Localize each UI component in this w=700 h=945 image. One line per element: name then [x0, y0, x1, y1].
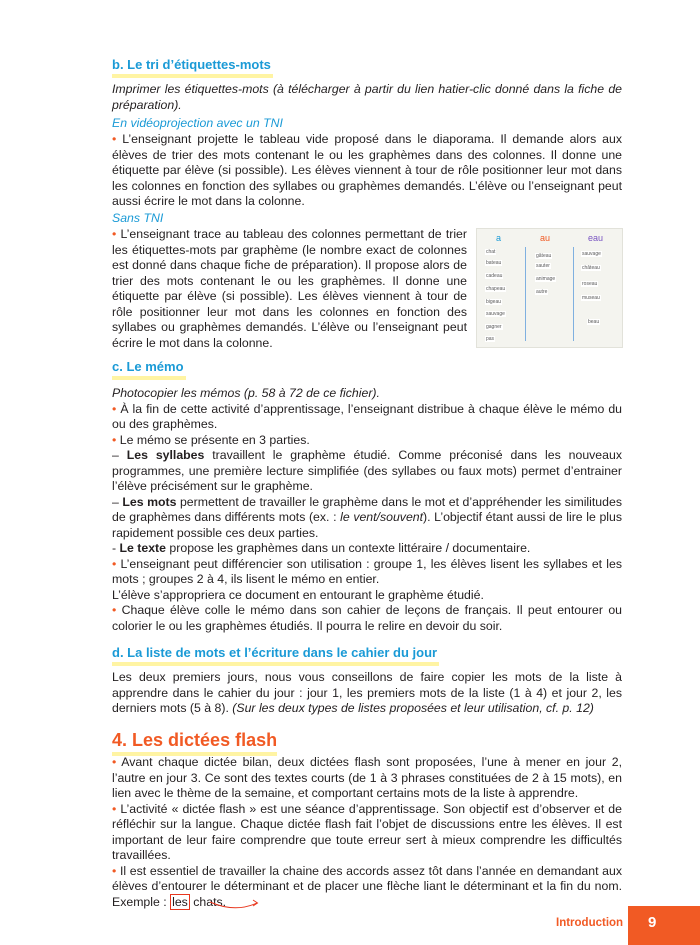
section-c-p5-text: Chaque élève colle le mémo dans son cahier de leçons de français. Il peut entourer ou colorier le ou les graphèmes étudiés. Il pourra le relire en devoir du soir.	[112, 603, 623, 633]
photo-word: bateau	[486, 260, 502, 266]
section-b-tni-paragraph	[112, 132, 622, 210]
section-4-p3	[112, 864, 622, 911]
section-c-body	[112, 386, 622, 634]
photo-word: museau	[582, 295, 600, 301]
section-b-sub-tni: En vidéoprojection avec un TNI	[112, 116, 283, 130]
photo-word: château	[582, 265, 600, 271]
bullet-icon: •	[112, 801, 117, 816]
photo-word: chat	[486, 249, 496, 255]
bullet-icon: •	[112, 432, 117, 447]
section-4-number: 4.	[112, 730, 128, 750]
section-b-tni-wrap	[112, 132, 622, 210]
section-c-p1-text: À la fin de cette activité d’apprentissage, l’enseignant distribue à chaque élève le mémo du ou des graphèmes.	[112, 401, 622, 431]
example-end: .	[222, 894, 227, 909]
photo-column-line	[573, 247, 574, 341]
photo-word: beau	[588, 319, 600, 325]
section-c-intro: Photocopier les mémos (p. 58 à 72 de ce fichier).	[112, 386, 380, 400]
section-b-intro-wrap	[112, 82, 622, 113]
section-4-body	[112, 755, 622, 910]
mots-text-2: ). L’objectif étant aussi de lire le plus rapidement possible ces deux parties.	[112, 510, 623, 540]
section-c-heading-wrap	[112, 358, 622, 380]
section-4-title: Les dictées flash	[132, 730, 278, 750]
bullet-icon: •	[112, 863, 117, 878]
photo-column-line	[525, 247, 526, 341]
syllabes-label: Les syllabes	[126, 448, 205, 462]
section-4-p2-text: L’activité « dictée flash » est une séance d’apprentissage. Son objectif est d’observer et de réfléchir sur la langue. Chaque dictée flash fait l’objet de discussions entre les élèves. Il est important de leur faire comprendre que toute erreur sert à mieux comprendre les difficultés travaillées.	[112, 801, 622, 862]
section-b-sub-sans: Sans TNI	[112, 211, 164, 225]
section-4-p1	[112, 755, 622, 802]
section-4-p3-text: Il est essentiel de travailler la chaine des accords assez tôt dans l’année en demandant aux élèves d’entourer le déterminant et de placer une flèche liant le déterminant et la fin du nom. Exemple :	[112, 863, 622, 909]
bullet-icon: •	[112, 227, 117, 241]
section-d-paragraph	[112, 670, 622, 717]
section-4-p1-text: Avant chaque dictée bilan, deux dictées flash sont proposées, l’une à mener en jour 2, l’autre en jour 3. Ce sont des textes courts (de 1 à 3 phrases constituées de 2 à 15 mots), en lien avec le thème de la semaine, et comportant certains mots de la liste à apprendre.	[112, 755, 622, 800]
bullet-icon: •	[112, 132, 117, 146]
mots-label: Les mots	[122, 494, 177, 509]
section-c-p3-text: L’enseignant peut différencier son utilisation : groupe 1, les élèves lisent les syllabes et les mots ; groupes 2 à 4, ils lisent le mémo en entier.	[112, 556, 622, 586]
photo-word: cadeau	[486, 273, 503, 279]
mots-text: permettent de travailler le graphème dans le mot et d’appréhender les similitudes de graphèmes dans différents mots (ex. :	[112, 494, 622, 524]
section-b-tni-text: L’enseignant projette le tableau vide proposé dans le diaporama. Il demande alors aux élèves de trier des mots contenant le ou les graphèmes dans des colonnes. Il donne une étiquette par élève (si possible). Les élèves viennent à tour de rôle positionner leur mot dans les colonnes en fonction des syllabes ou graphèmes demandés. L’élève ou l’enseignant peut aussi écrire le mot dans la colonne.	[112, 132, 622, 208]
section-c-p5	[112, 603, 622, 634]
section-c-p2-text: Le mémo se présente en 3 parties.	[119, 432, 310, 447]
section-b-sans-wrap	[112, 227, 467, 351]
section-4-heading-wrap	[112, 730, 622, 756]
section-b-heading: b. Le tri d’étiquettes-mots	[112, 57, 273, 78]
section-c-syllabes: – Les syllabes travaillent le graphème étudié. Comme préconisé dans les nouveaux programmes, une première lecture simplifiée (des syllabes ou faux mots) permet d’entrainer l’élève précisément sur le graphème.	[112, 448, 622, 493]
photo-header-au: au	[540, 233, 551, 243]
board-photo	[476, 228, 623, 348]
section-d-ref: (Sur les deux types de listes proposées et leur utilisation, cf. p. 12)	[232, 701, 594, 715]
photo-word: animage	[536, 276, 556, 282]
bullet-icon: •	[112, 556, 117, 571]
section-c-mots: – Les mots permettent de travailler le graphème dans le mot et d’appréhender les similitudes de graphèmes dans différents mots (ex. : le vent/souvent). L’objectif étant aussi de lire le plus rapidement possible ces deux parties.	[112, 494, 623, 540]
section-b-sans-paragraph	[112, 227, 467, 351]
photo-word: pas	[486, 336, 495, 342]
texte-text: propose les graphèmes dans un contexte littéraire / documentaire.	[166, 541, 531, 555]
photo-header-a: a	[496, 233, 502, 243]
photo-word: bigeau	[486, 299, 502, 305]
section-c-p1	[112, 402, 622, 433]
section-d-text: Les deux premiers jours, nous vous conseillons de faire copier les mots de la liste à apprendre dans le cahier du jour : jour 1, les premiers mots de la liste (1 à 4) et jour 2, les derniers mots (5 à 8).	[112, 670, 622, 715]
mots-example: le vent/souvent	[340, 510, 424, 524]
section-d-body	[112, 670, 622, 717]
section-c-p2	[112, 433, 622, 449]
example-noun: chats	[193, 894, 223, 909]
photo-word: roseau	[582, 281, 598, 287]
photo-word: gâteau	[536, 253, 552, 259]
example-determinant-box: les	[172, 894, 188, 909]
bullet-icon: •	[112, 603, 117, 617]
texte-label: Le texte	[119, 541, 166, 555]
photo-word: gagner	[486, 324, 502, 330]
section-c-p3	[112, 557, 622, 588]
section-b-heading-wrap	[112, 56, 622, 78]
photo-word: sauvage	[486, 311, 505, 317]
photo-word: sauter	[536, 263, 550, 269]
section-c-heading: c. Le mémo	[112, 359, 186, 380]
section-4-heading	[112, 730, 277, 756]
section-b-sans-text: L’enseignant trace au tableau des colonnes permettant de trier les étiquettes-mots par graphème (le nombre exact de colonnes est donné dans chaque fiche de préparation). Il propose alors de trier des mots contenant le ou les graphèmes. Il donne une étiquette par élève (si possible). Les élèves viennent à tour de rôle positionner leur mot dans les colonnes en fonction des syllabes ou graphèmes demandés. L’élève ou l’enseignant peut écrire le mot dans la colonne.	[112, 227, 467, 350]
section-b-sub-tni-wrap	[112, 116, 622, 132]
section-d-heading: d. La liste de mots et l’écriture dans le cahier du jour	[112, 645, 439, 666]
section-d-heading-wrap	[112, 644, 622, 666]
photo-word: chapeau	[486, 286, 506, 292]
footer-label: Introduction	[556, 917, 624, 929]
section-b-intro: Imprimer les étiquettes-mots (à télécharger à partir du lien hatier-clic donné dans la fiche de préparation).	[112, 82, 622, 112]
bullet-icon: •	[112, 755, 117, 769]
section-c-texte: - Le texte propose les graphèmes dans un contexte littéraire / documentaire.	[112, 541, 531, 555]
page-number: 9	[628, 906, 700, 945]
section-c-p4: L’élève s’appropriera ce document en entourant le graphème étudié.	[112, 587, 484, 602]
photo-word: sauvage	[582, 251, 601, 257]
photo-word: autre	[536, 289, 548, 295]
bullet-icon: •	[112, 401, 117, 416]
section-b-sub-sans-wrap	[112, 211, 622, 227]
photo-header-eau: eau	[588, 233, 604, 243]
section-4-p2	[112, 802, 622, 864]
syllabes-text: travaillent le graphème étudié. Comme préconisé dans les nouveaux programmes, une première lecture simplifiée (des syllabes ou faux mots) permet d’entrainer l’élève précisément sur le graphème.	[112, 448, 622, 493]
